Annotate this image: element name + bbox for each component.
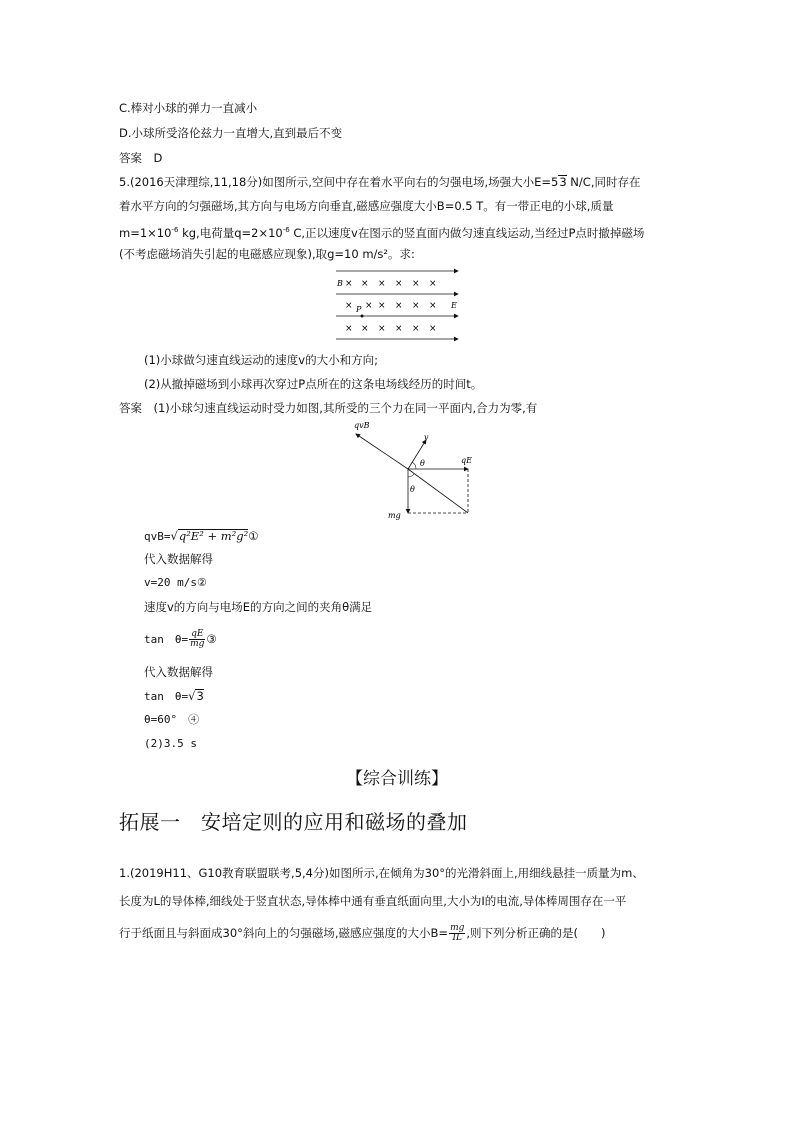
q5-sub1: (1)小球做匀速直线运动的速度v的大小和方向; [144, 353, 378, 367]
label-v: v [424, 433, 429, 442]
cross: × [412, 279, 420, 289]
cross: × [345, 324, 353, 334]
cross: × [361, 279, 369, 289]
cross: × [429, 301, 437, 311]
cross-row-3 [345, 324, 437, 334]
point-P [361, 315, 364, 318]
q5-line1-a: 5.(2016天津理综,11,18分)如图所示,空间中存在着水平向右的匀强电场,场强大小E=5 [119, 175, 559, 189]
section-title: 【综合训练】 [346, 769, 448, 789]
q5-sqrt3-value: 3 [559, 175, 567, 189]
topic-heading: 拓展一 安培定则的应用和磁场的叠加 [119, 810, 468, 834]
q1-line1: 1.(2019H11、G10教育联盟联考,5,4分)如图所示,在倾角为30°的光滑斜面上,用细线悬挂一质量为m、 [119, 866, 644, 880]
cross: × [345, 279, 353, 289]
cross-row-1 [345, 279, 437, 289]
prev-answer: 答案 D [119, 151, 163, 165]
q5-exp1: -6 [171, 226, 179, 234]
option-d: D.小球所受洛伦兹力一直增大,直到最后不变 [119, 126, 343, 140]
cross: × [365, 301, 373, 311]
theta-value: θ=60° ④ [144, 713, 200, 726]
answer-line1: 答案 (1)小球匀速直线运动时受力如图,其所受的三个力在同一平面内,合力为零,有 [119, 401, 538, 415]
b-denominator: IL [452, 933, 462, 943]
direction-text: 速度v的方向与电场E的方向之间的夹角θ满足 [144, 600, 373, 614]
q5-line4: (不考虑磁场消失引起的电磁感应现象),取g=10 m/s²。求: [119, 247, 415, 261]
diagonal-line [408, 469, 468, 513]
field-diagram [334, 268, 464, 344]
tan-fraction [189, 630, 205, 649]
part2-answer: (2)3.5 s [144, 737, 197, 750]
label-theta-2: θ [410, 485, 415, 494]
force-diagram [350, 418, 490, 522]
cross: × [412, 324, 420, 334]
q5-line1 [119, 174, 640, 190]
label-qvB: qvB [354, 421, 370, 430]
cross: × [429, 279, 437, 289]
label-mg: mg [388, 511, 401, 520]
q5-line3-b: kg,电荷量q=2×10 [178, 225, 283, 240]
q5-line3 [119, 222, 644, 241]
cross: × [378, 301, 386, 311]
tan2-lhs: tan θ= [144, 690, 189, 703]
tan2-eq: tan θ=√3 [144, 689, 204, 703]
tan-eq [144, 630, 217, 649]
angle-arc-1 [412, 462, 416, 469]
label-B: B [337, 279, 343, 288]
q5-line1-b: N/C,同时存在 [566, 175, 641, 189]
cross: × [378, 324, 386, 334]
cross: × [345, 301, 353, 311]
solve-1: 代入数据解得 [144, 552, 213, 566]
eq1-radicand: q²E² + m²g² [178, 529, 249, 543]
tan-numerator: qE [191, 629, 204, 639]
cross: × [395, 301, 403, 311]
tan2-radicand: 3 [196, 689, 204, 703]
q5-exp2: -6 [282, 226, 290, 234]
q1-line3 [119, 924, 606, 943]
tan-denominator: mg [190, 639, 205, 649]
b-numerator: mg [450, 923, 465, 933]
v-value: v=20 m/s② [144, 576, 207, 589]
q1-line2: 长度为L的导体棒,细线处于竖直状态,导体棒中通有垂直纸面向里,大小为I的电流,导体棒周围存在一平 [119, 894, 627, 908]
label-P: P [356, 305, 362, 314]
q1-line3-a: 行于纸面且与斜面成30°斜向上的匀强磁场,磁感应强度的大小B= [119, 926, 449, 940]
cross: × [395, 279, 403, 289]
eq1: qvB=√q²E² + m²g²① [144, 529, 259, 543]
label-qE: qE [461, 456, 472, 465]
b-fraction [449, 924, 465, 943]
label-theta-1: θ [420, 459, 425, 468]
qvB-arrow [356, 434, 408, 469]
cross: × [395, 324, 403, 334]
q5-sub2: (2)从撤掉磁场到小球再次穿过P点所在的这条电场线经历的时间t。 [144, 377, 483, 391]
tan-lhs: tan θ= [144, 633, 189, 646]
angle-arc-2 [408, 474, 414, 477]
cross: × [378, 279, 386, 289]
q5-line2: 着水平方向的匀强磁场,其方向与电场方向垂直,磁感应强度大小B=0.5 T。有一带正电的小球,质量 [119, 199, 614, 213]
cross: × [361, 324, 369, 334]
q5-line3-a: m=1×10 [119, 225, 172, 240]
q5-line3-c: C,正以速度v在图示的竖直面内做匀速直线运动,当经过P点时撤掉磁场 [289, 225, 645, 240]
eq1-lhs: qvB= [144, 530, 171, 543]
cross: × [429, 324, 437, 334]
label-E: E [451, 301, 457, 310]
q5-sqrt3 [558, 175, 566, 188]
tan-mark: ③ [206, 632, 217, 646]
cross: × [412, 301, 420, 311]
option-c: C.棒对小球的弹力一直减小 [119, 101, 258, 115]
eq1-mark: ① [248, 529, 259, 543]
solve-2: 代入数据解得 [144, 665, 213, 679]
q1-line3-b: ,则下列分析正确的是( ) [466, 926, 606, 940]
